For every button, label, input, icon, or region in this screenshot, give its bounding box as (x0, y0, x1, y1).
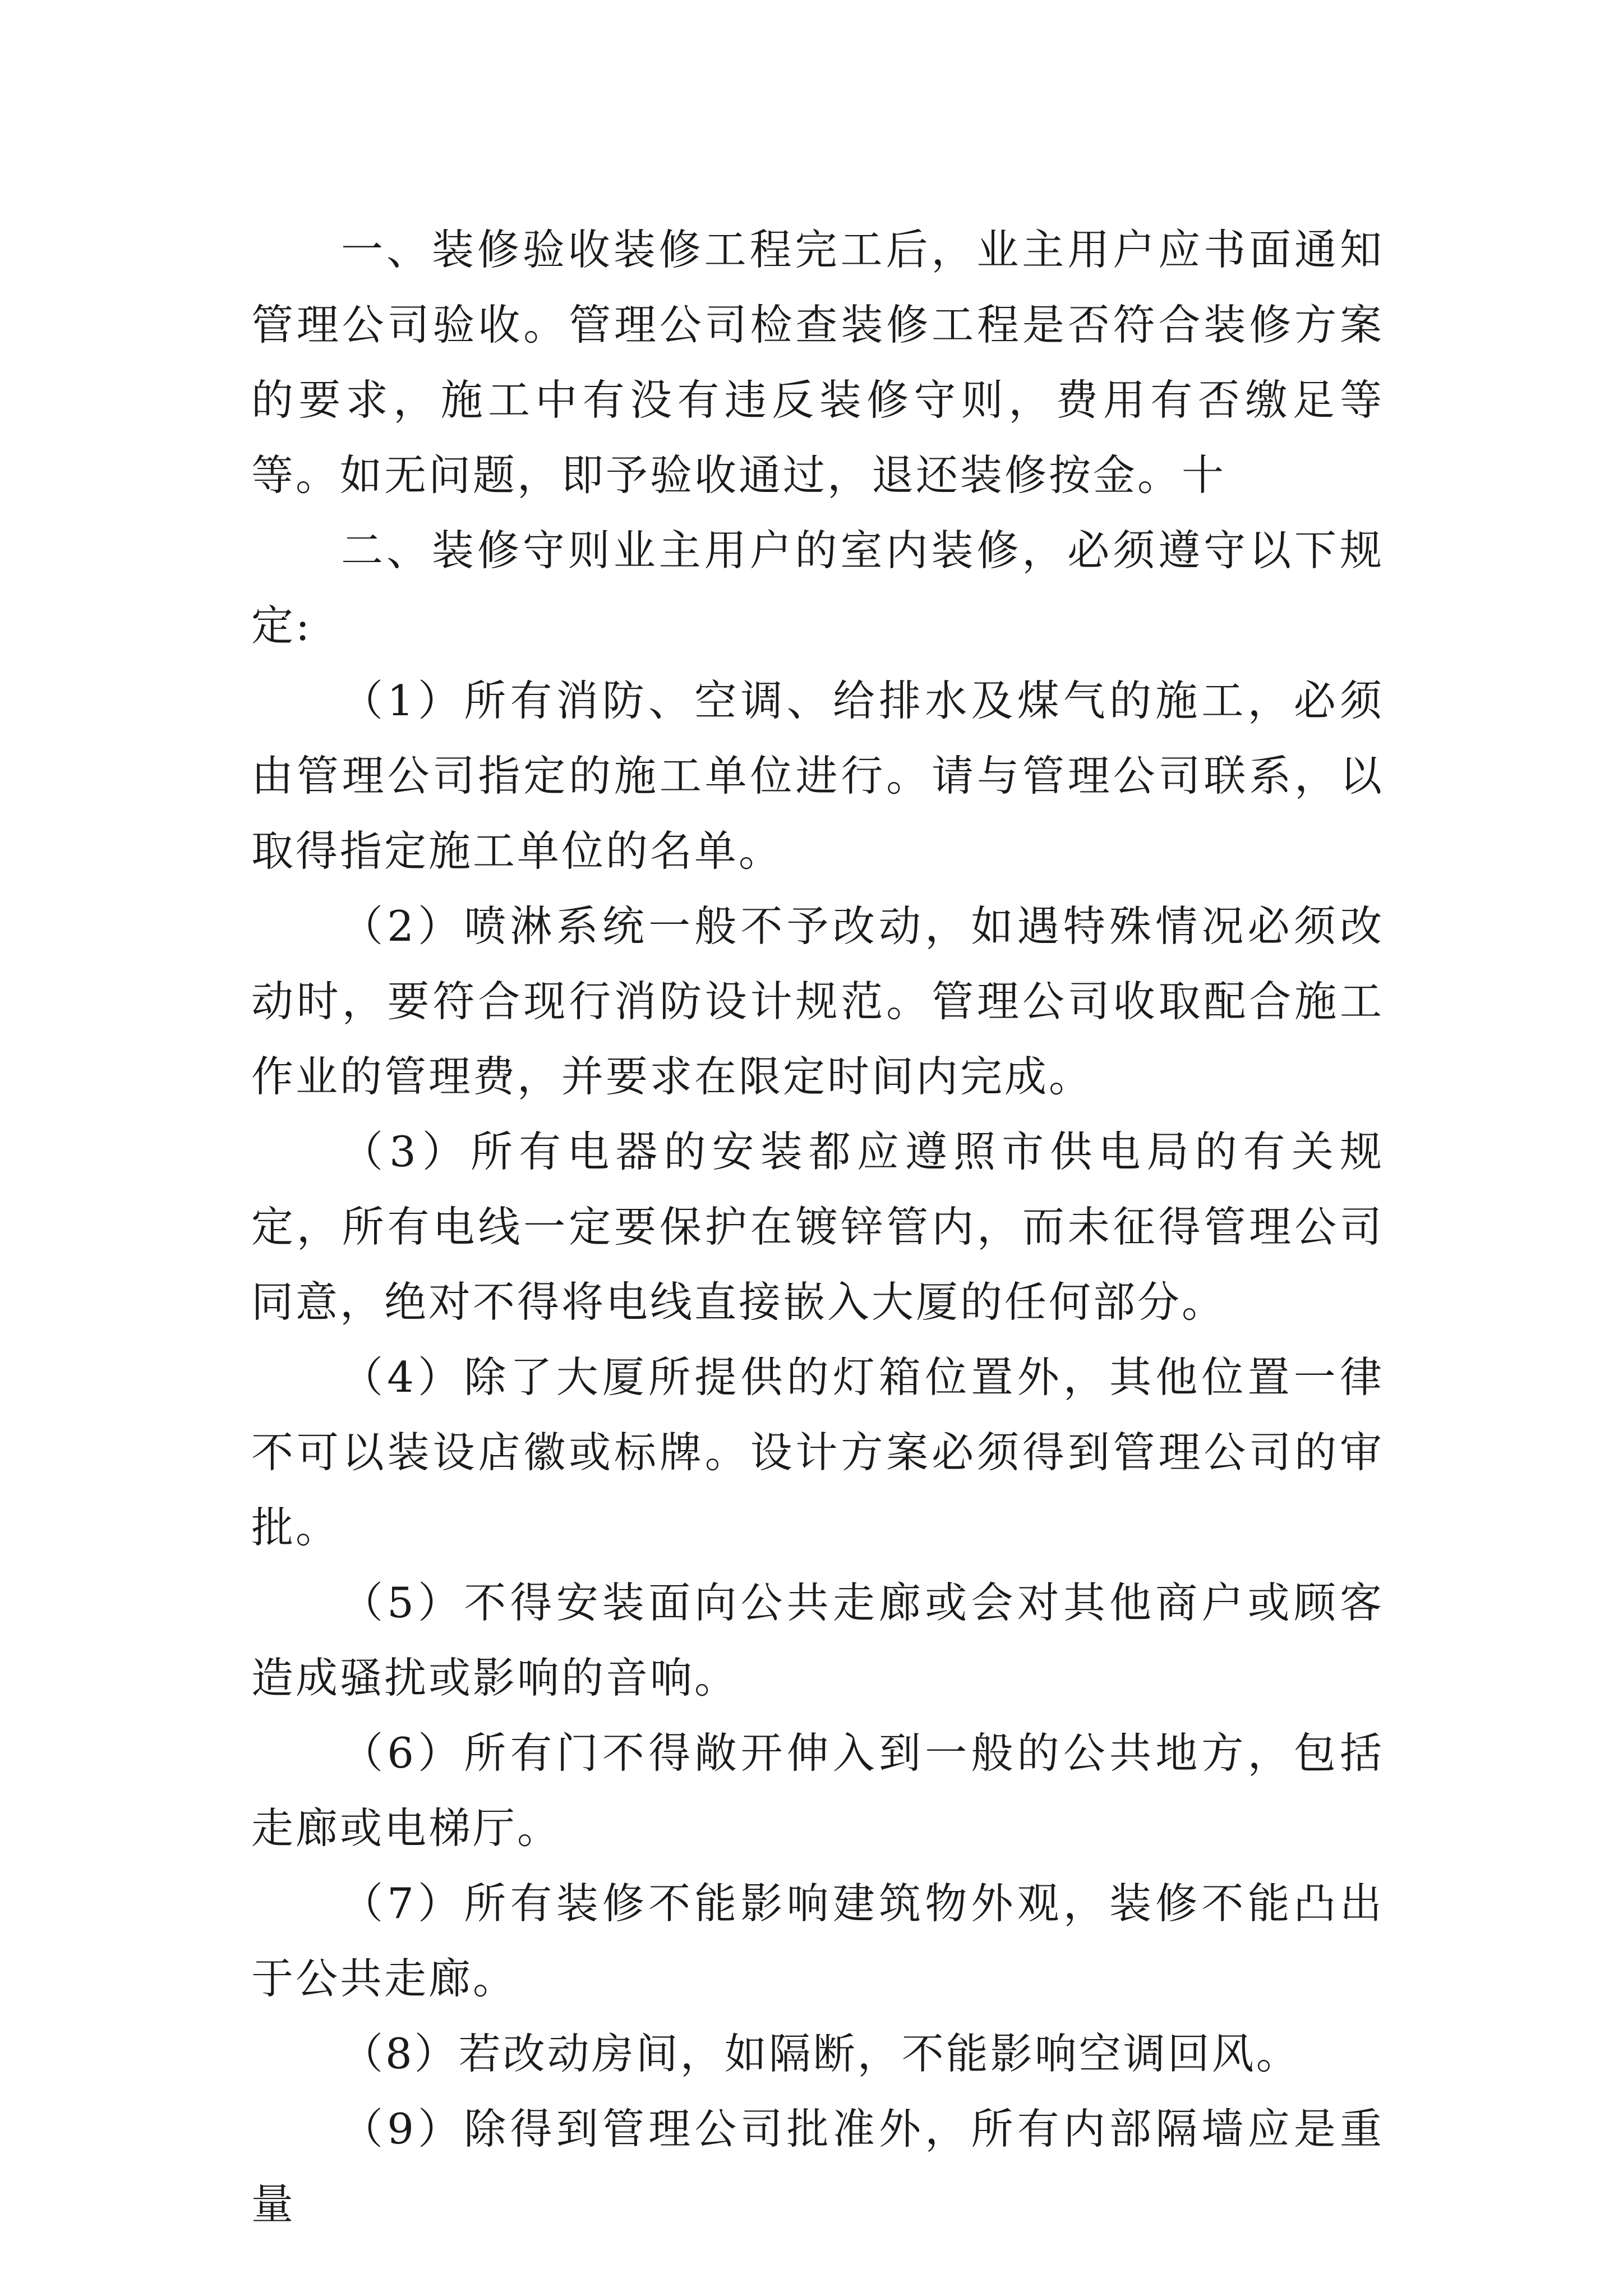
paragraph-rule-2: （2）喷淋系统一般不予改动，如遇特殊情况必须改动时，要符合现行消防设计规范。管理公司收取配合施工作业的管理费，并要求在限定时间内完成。 (251, 901, 1384, 1101)
paragraph-rule-7: （7）所有装修不能影响建筑物外观，装修不能凸出于公共走廊。 (251, 1879, 1384, 2003)
paragraph-rule-5: （5）不得安装面向公共走廊或会对其他商户或顾客造成骚扰或影响的音响。 (251, 1578, 1384, 1703)
paragraph-rule-1: （1）所有消防、空调、给排水及煤气的施工，必须由管理公司指定的施工单位进行。请与管理公司联系，以取得指定施工单位的名单。 (251, 676, 1384, 876)
document-body (251, 212, 1384, 2242)
paragraph-rules-intro: 二、装修守则业主用户的室内装修，必须遵守以下规定: (251, 526, 1384, 650)
paragraph-rule-4: （4）除了大厦所提供的灯箱位置外，其他位置一律不可以装设店徽或标牌。设计方案必须得到管理公司的审批。 (251, 1352, 1384, 1552)
paragraph-rule-8: （8）若改动房间，如隔断，不能影响空调回风。 (341, 2029, 1301, 2078)
paragraph-rule-9: （9）除得到管理公司批准外，所有内部隔墙应是重量 (251, 2104, 1384, 2229)
paragraph-rule-6: （6）所有门不得敞开伸入到一般的公共地方，包括走廊或电梯厅。 (251, 1728, 1384, 1853)
paragraph-rule-3: （3）所有电器的安装都应遵照市供电局的有关规定，所有电线一定要保护在镀锌管内，而未征得管理公司同意，绝对不得将电线直接嵌入大厦的任何部分。 (251, 1127, 1384, 1327)
paragraph-acceptance: 一、装修验收装修工程完工后，业主用户应书面通知管理公司验收。管理公司检查装修工程是否符合装修方案的要求，施工中有没有违反装修守则，费用有否缴足等等。如无问题，即予验收通过，退还装修按金。十 (251, 225, 1384, 500)
